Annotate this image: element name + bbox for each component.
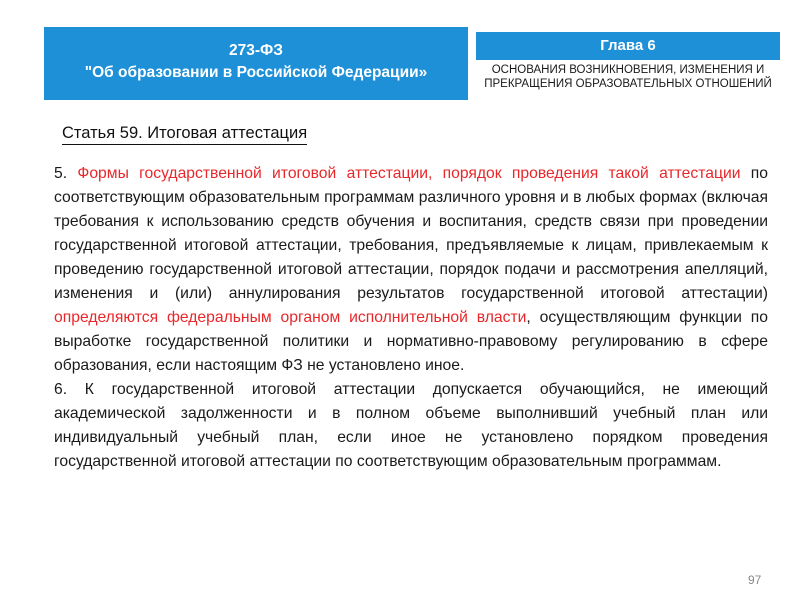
paragraph-5-number: 5. [54, 165, 68, 182]
chapter-box [476, 27, 780, 106]
chapter-subtitle: ОСНОВАНИЯ ВОЗНИКНОВЕНИЯ, ИЗМЕНЕНИЯ И ПРЕКРАЩЕНИЯ ОБРАЗОВАТЕЛЬНЫХ ОТНОШЕНИЙ [484, 64, 772, 90]
paragraph-5 [54, 162, 768, 378]
paragraph-6-text: К государственной итоговой аттестации допускается обучающийся, не имеющий академической задолженности и в полном объеме выполнивший учебный план или индивидуальный учебный план, если иное не установлено порядком проведения государственной итоговой аттестации по соответствующим образовательным программам. [54, 381, 769, 470]
paragraph-6-number: 6. [54, 381, 68, 398]
law-code: 273-ФЗ [229, 42, 283, 59]
article-title: Статья 59. Итоговая аттестация [62, 124, 308, 142]
paragraph-5-text: по соответствующим образовательным программам различного уровня и в любых формах (включая требования к использованию средств обучения и воспитания, средств связи при проведении государственной итоговой аттестации, требования, предъявляемые к лицам, привлекаемым к проведению государственной итоговой аттестации, порядок подачи и рассмотрения апелляций, изменения и (или) аннулирования результатов государственной итоговой аттестации) [54, 165, 769, 302]
paragraph-5-highlight-authority: определяются федеральным органом исполнительной власти [54, 309, 527, 326]
law-title: "Об образовании в Российской Федерации» [84, 64, 428, 81]
paragraph-5-text-end: , осуществляющим функции по выработке государственной политики и нормативно-правовому регулированию в сфере образования, если настоящим ФЗ не установлено иное. [54, 309, 768, 374]
slide [18, 12, 782, 588]
paragraph-5-highlight-forms: Формы государственной итоговой аттестации, порядок проведения такой аттестации [77, 165, 741, 182]
chapter-title: Глава 6 [476, 32, 780, 60]
page-number: 97 [748, 573, 762, 587]
paragraph-6 [54, 378, 768, 474]
law-header-box [44, 27, 468, 100]
article-body [54, 162, 768, 474]
